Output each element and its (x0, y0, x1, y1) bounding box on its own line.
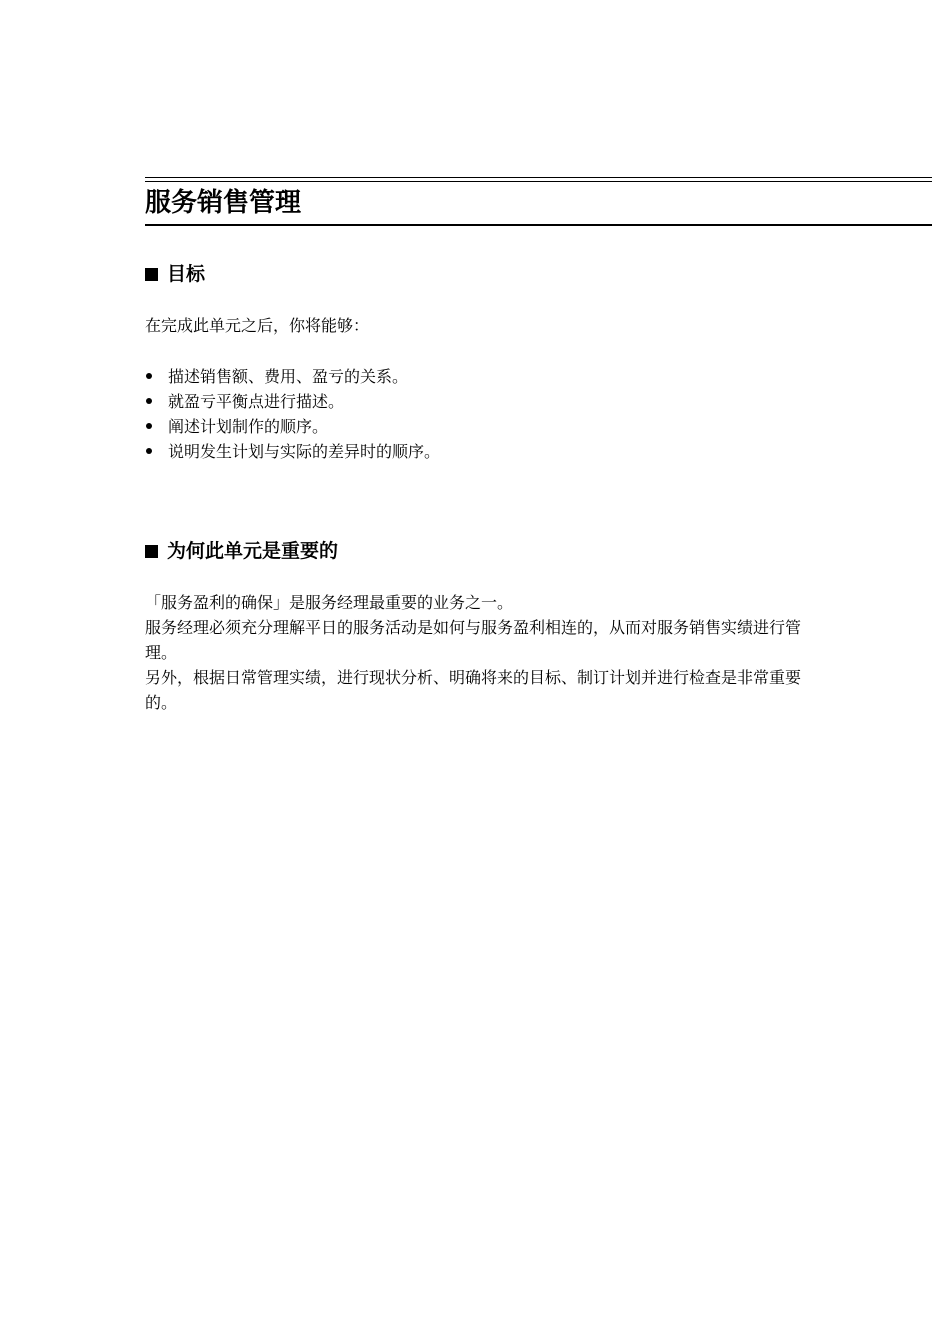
objectives-heading-text: 目标 (167, 263, 206, 285)
square-bullet-icon (145, 268, 158, 281)
list-item (145, 414, 440, 439)
list-item (145, 439, 440, 464)
paragraph: 服务经理必须充分理解平日的服务活动是如何与服务盈利相连的，从而对服务销售实绩进行管理。 (145, 618, 802, 662)
list-item-text: 描述销售额、费用、盈亏的关系。 (168, 367, 409, 386)
title-bottom-rule (145, 224, 932, 226)
bullet-dot-icon (146, 448, 152, 454)
importance-body (145, 590, 810, 715)
list-item-text: 就盈亏平衡点进行描述。 (168, 392, 345, 411)
list-item (145, 389, 440, 414)
list-item (145, 364, 440, 389)
list-item-text: 阐述计划制作的顺序。 (168, 417, 329, 436)
square-bullet-icon (145, 545, 158, 558)
bullet-dot-icon (146, 423, 152, 429)
objectives-list (145, 364, 440, 464)
objectives-heading (145, 261, 205, 287)
title-top-rule-inner (145, 181, 932, 182)
bullet-dot-icon (146, 373, 152, 379)
page-title: 服务销售管理 (145, 188, 302, 218)
bullet-dot-icon (146, 398, 152, 404)
importance-heading (145, 538, 338, 564)
importance-heading-text: 为何此单元是重要的 (167, 540, 339, 562)
objectives-intro: 在完成此单元之后，你将能够： (145, 316, 370, 335)
title-top-rule (145, 177, 932, 178)
list-item-text: 说明发生计划与实际的差异时的顺序。 (168, 442, 441, 461)
paragraph: 另外，根据日常管理实绩，进行现状分析、明确将来的目标、制订计划并进行检查是非常重要的。 (145, 668, 802, 712)
paragraph: 「服务盈利的确保」是服务经理最重要的业务之一。 (145, 593, 514, 612)
